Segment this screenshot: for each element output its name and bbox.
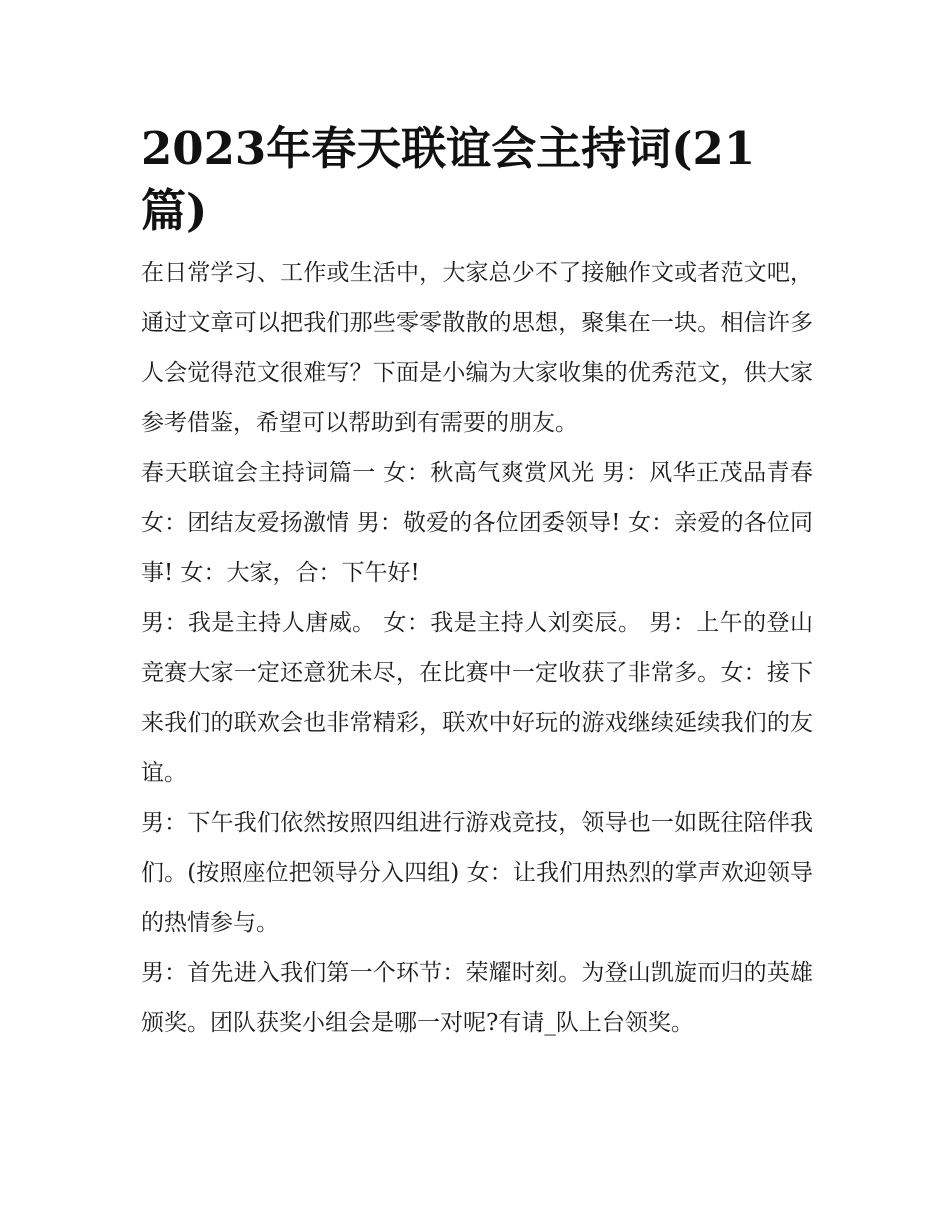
paragraph-first-segment: 男：首先进入我们第一个环节：荣耀时刻。为登山凯旋而归的英雄颁奖。团队获奖小组会是哪一对呢?有请_队上台领奖。 xyxy=(141,960,813,1036)
paragraph-game-groups: 男：下午我们依然按照四组进行游戏竞技，领导也一如既往陪伴我们。(按照座位把领导分入四组) 女：让我们用热烈的掌声欢迎领导的热情参与。 xyxy=(141,810,813,936)
document-title: 2023年春天联谊会主持词(21篇) xyxy=(141,122,756,237)
paragraph-intro: 在日常学习、工作或生活中，大家总少不了接触作文或者范文吧，通过文章可以把我们那些零零散散的思想，聚集在一块。相信许多人会觉得范文很难写？下面是小编为大家收集的优秀范文，供大家参考借鉴，希望可以帮助到有需要的朋友。 xyxy=(141,260,813,436)
document-body xyxy=(141,118,813,1048)
paragraph-host-introduction: 男：我是主持人唐威。 女：我是主持人刘奕辰。 男：上午的登山竞赛大家一定还意犹未尽，在比赛中一定收获了非常多。女：接下来我们的联欢会也非常精彩，联欢中好玩的游戏继续延续我们的友谊。 xyxy=(141,610,813,786)
paragraph-opening-lines: 春天联谊会主持词篇一 女：秋高气爽赏风光 男：风华正茂品青春 女：团结友爱扬激情 男：敬爱的各位团委领导! 女：亲爱的各位同事! 女：大家，合：下午好! xyxy=(141,460,813,586)
